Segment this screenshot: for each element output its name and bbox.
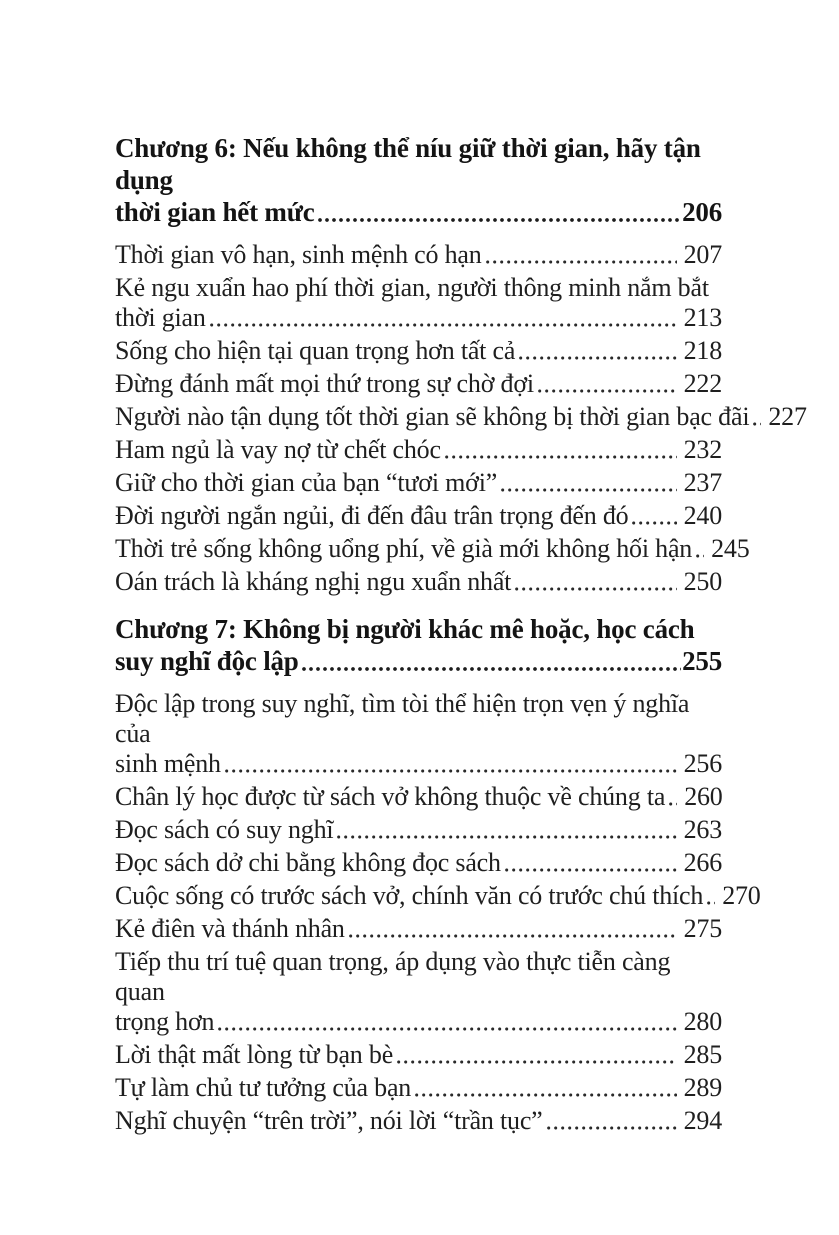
dot-leader	[397, 1060, 677, 1064]
dot-leader	[445, 455, 677, 459]
toc-entry-page: 207	[683, 240, 722, 269]
toc-entry-page: 237	[683, 468, 722, 497]
toc-entry	[115, 881, 761, 911]
toc-entry	[115, 402, 807, 432]
dot-leader	[547, 1126, 677, 1130]
toc-entry-page: 250	[683, 567, 722, 596]
toc-entry-page: 222	[683, 369, 722, 398]
toc-entry	[115, 848, 722, 878]
dot-leader	[486, 260, 677, 264]
dot-leader	[302, 667, 681, 671]
toc-entry-page: 227	[768, 402, 807, 431]
toc-entry-title: Thời gian vô hạn, sinh mệnh có hạn	[115, 240, 482, 269]
toc-entry-title: Cuộc sống có trước sách vở, chính văn có trước chú thích	[115, 881, 704, 910]
toc-entry-page: 285	[683, 1040, 722, 1069]
toc-entry	[115, 782, 722, 812]
dot-leader	[337, 835, 676, 839]
toc-entry	[115, 501, 722, 531]
dot-leader	[519, 356, 676, 360]
toc-entry	[115, 914, 722, 944]
toc-entry	[115, 1073, 722, 1103]
toc-entry-title: sinh mệnh	[115, 749, 221, 778]
toc-entry-page: 245	[711, 534, 750, 563]
dot-leader	[349, 934, 677, 938]
toc-entry-page: 270	[722, 881, 761, 910]
toc-entry-page: 240	[683, 501, 722, 530]
toc-entry-title: Nghĩ chuyện “trên trời”, nói lời “trần tục”	[115, 1106, 543, 1135]
dot-leader	[210, 323, 677, 327]
toc-entry-page: 232	[683, 435, 722, 464]
toc-entry-title: Ham ngủ là vay nợ từ chết chóc	[115, 435, 441, 464]
dot-leader	[707, 901, 715, 905]
toc-entry-page: 266	[683, 848, 722, 877]
dot-leader	[505, 868, 677, 872]
dot-leader	[753, 422, 761, 426]
toc-entry-title: Thời trẻ sống không uổng phí, về già mới không hối hận	[115, 534, 693, 563]
toc-entry-title: Chân lý học được từ sách vở không thuộc về chúng ta	[115, 782, 666, 811]
dot-leader	[218, 1027, 676, 1031]
dot-leader	[225, 769, 677, 773]
toc-section-chapter-6	[115, 132, 807, 597]
toc-entry-title: Đừng đánh mất mọi thứ trong sự chờ đợi	[115, 369, 534, 398]
toc-entry-title: Đọc sách dở chi bằng không đọc sách	[115, 848, 501, 877]
toc-entry	[115, 534, 750, 564]
dot-leader	[632, 521, 676, 525]
toc-entry	[115, 689, 722, 779]
dot-leader	[501, 488, 677, 492]
toc-entry-page: 260	[684, 782, 723, 811]
dot-leader	[696, 554, 704, 558]
toc-entry-title: Người nào tận dụng tốt thời gian sẽ không bị thời gian bạc đãi	[115, 402, 750, 431]
toc-entry	[115, 273, 722, 333]
toc-entry-title: Tiếp thu trí tuệ quan trọng, áp dụng vào thực tiễn càng quan	[115, 947, 671, 1006]
toc-entry-title: Tự làm chủ tư tưởng của bạn	[115, 1073, 412, 1102]
toc-entry	[115, 369, 722, 399]
toc-entry-page: 289	[683, 1073, 722, 1102]
dot-leader	[515, 587, 676, 591]
toc-entry	[115, 567, 722, 597]
toc-entry-title: Độc lập trong suy nghĩ, tìm tòi thể hiện trọn vẹn ý nghĩa của	[115, 689, 690, 748]
toc-entry	[115, 815, 722, 845]
dot-leader	[669, 802, 677, 806]
toc-entry-title: thời gian	[115, 303, 206, 332]
toc-entry-title: Giữ cho thời gian của bạn “tươi mới”	[115, 468, 498, 497]
chapter-page-number: 206	[682, 197, 722, 227]
toc-entry	[115, 1106, 722, 1136]
toc-entry-page: 280	[683, 1007, 722, 1036]
chapter-page-number: 255	[682, 646, 722, 676]
table-of-contents	[115, 132, 807, 1136]
toc-entry	[115, 435, 722, 465]
toc-entry-title: Lời thật mất lòng từ bạn bè	[115, 1040, 394, 1069]
chapter-heading-line: suy nghĩ độc lập	[115, 646, 299, 676]
toc-entry-title: Oán trách là kháng nghị ngu xuẩn nhất	[115, 567, 512, 596]
chapter-heading-line: Chương 6: Nếu không thể níu giữ thời gian, hãy tận dụng	[115, 133, 701, 195]
chapter-heading-line: Chương 7: Không bị người khác mê hoặc, học cách	[115, 614, 695, 644]
dot-leader	[415, 1093, 676, 1097]
toc-entry-title: Đời người ngắn ngủi, đi đến đâu trân trọng đến đó	[115, 501, 629, 530]
toc-entry-page: 218	[683, 336, 722, 365]
toc-entry-page: 256	[683, 749, 722, 778]
toc-entry-title: Kẻ điên và thánh nhân	[115, 914, 345, 943]
toc-entry-page: 263	[683, 815, 722, 844]
chapter-7-heading	[115, 613, 722, 677]
chapter-heading-line: thời gian hết mức	[115, 197, 315, 227]
toc-entry-title: Kẻ ngu xuẩn hao phí thời gian, người thông minh nắm bắt	[115, 273, 709, 302]
toc-entry	[115, 240, 722, 270]
toc-entry	[115, 1040, 722, 1070]
toc-entry	[115, 947, 722, 1037]
dot-leader	[318, 218, 682, 222]
toc-entry	[115, 336, 722, 366]
dot-leader	[538, 389, 677, 393]
toc-entry	[115, 468, 722, 498]
toc-entry-title: Đọc sách có suy nghĩ	[115, 815, 334, 844]
toc-section-chapter-7	[115, 613, 761, 1136]
chapter-6-heading	[115, 132, 722, 228]
toc-entry-page: 213	[683, 303, 722, 332]
toc-entry-title: trọng hơn	[115, 1007, 215, 1036]
toc-entry-page: 294	[683, 1106, 722, 1135]
toc-entry-title: Sống cho hiện tại quan trọng hơn tất cả	[115, 336, 516, 365]
toc-entry-page: 275	[683, 914, 722, 943]
